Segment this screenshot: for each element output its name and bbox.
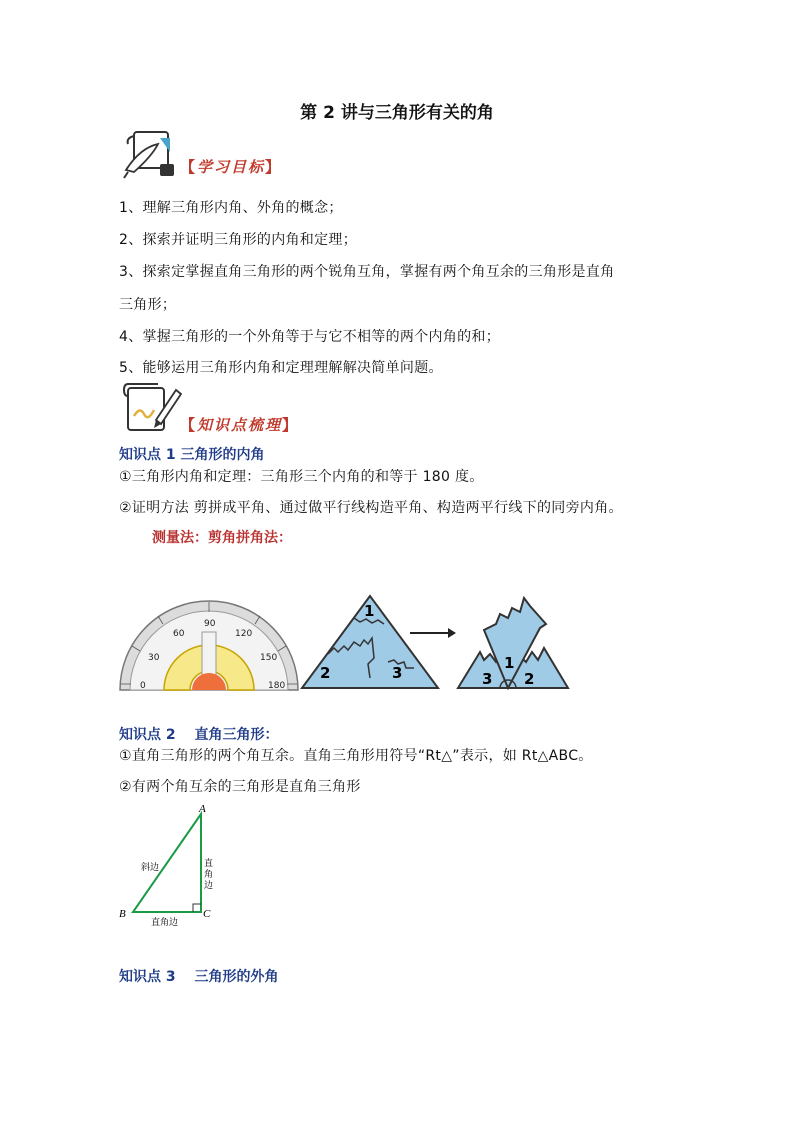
triangle-pieces-figure [300, 592, 440, 692]
rearranged-angle-3: 3 [482, 670, 493, 688]
learning-goals-banner: 【学习目标】 [180, 158, 283, 176]
vertical-leg-label-3: 边 [204, 881, 214, 891]
vertical-leg-label-2: 角 [204, 870, 214, 880]
kp2-heading: 知识点 2 直角三角形： [119, 727, 279, 743]
triangle-angle-1: 1 [364, 602, 375, 620]
goal-item-1: 1、理解三角形内角、外角的概念； [119, 200, 343, 216]
triangle-angle-2: 2 [320, 664, 331, 682]
kp1-line-1: ①三角形内角和定理：三角形三个内角的和等于 180 度。 [119, 469, 484, 485]
vertex-a-label: A [199, 803, 206, 815]
rearranged-angle-1: 1 [504, 654, 515, 672]
method-label: 测量法：剪角拼角法： [152, 530, 292, 546]
protractor-tick-30: 30 [148, 653, 160, 663]
kp1-line-2: ②证明方法 剪拼成平角、通过做平行线构造平角、构造两平行线下的同旁内角。 [119, 500, 623, 516]
scroll-quill-icon [120, 128, 182, 180]
vertex-b-label: B [119, 908, 126, 920]
horizontal-leg-label: 直角边 [151, 918, 179, 928]
goal-item-3-cont: 三角形； [119, 297, 177, 313]
protractor-tick-150: 150 [260, 653, 278, 663]
protractor-tick-180: 180 [268, 681, 286, 691]
hypotenuse-label: 斜边 [141, 863, 160, 873]
triangle-angle-3: 3 [392, 664, 403, 682]
page-title: 第 2 讲与三角形有关的角 [300, 103, 494, 123]
knowledge-title: 知识点梳理 [197, 416, 283, 434]
protractor-tick-0: 0 [140, 681, 146, 691]
kp2-line-1: ①直角三角形的两个角互余。直角三角形用符号“Rt△”表示，如 Rt△ABC。 [119, 748, 593, 764]
kp1-heading: 知识点 1 三角形的内角 [119, 447, 265, 463]
right-triangle-figure [115, 800, 225, 930]
kp3-heading: 知识点 3 三角形的外角 [119, 969, 279, 985]
vertical-leg-label-1: 直 [204, 859, 214, 869]
kp2-line-2: ②有两个角互余的三角形是直角三角形 [119, 779, 361, 795]
protractor-tick-60: 60 [173, 629, 185, 639]
rearranged-angles-figure [450, 588, 572, 692]
protractor-tick-90: 90 [204, 619, 216, 629]
goal-item-4: 4、掌握三角形的一个外角等于与它不相等的两个内角的和； [119, 329, 501, 345]
protractor-figure [118, 594, 300, 694]
rearranged-angle-2: 2 [524, 670, 535, 688]
goal-item-2: 2、探索并证明三角形的内角和定理； [119, 232, 358, 248]
knowledge-banner: 【知识点梳理】 [180, 416, 300, 434]
goal-item-3: 3、探索定掌握直角三角形的两个锐角互角，掌握有两个角互余的三角形是直角 [119, 264, 615, 280]
vertex-c-label: C [203, 908, 211, 920]
notepad-pencil-icon [120, 380, 182, 436]
goal-item-5: 5、能够运用三角形内角和定理理解解决简单问题。 [119, 360, 443, 376]
learning-goals-title: 学习目标 [197, 158, 266, 176]
protractor-tick-120: 120 [235, 629, 253, 639]
